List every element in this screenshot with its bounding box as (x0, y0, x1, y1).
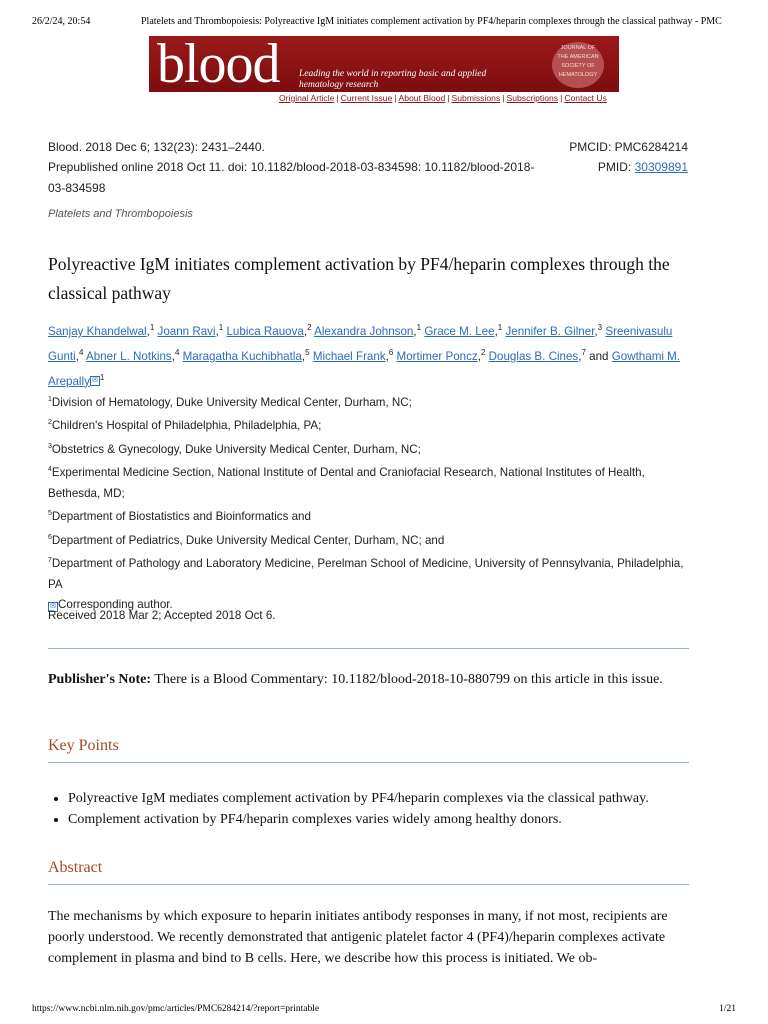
publisher-note-label: Publisher's Note: (48, 672, 152, 687)
affiliation-item: $^3$Obstetrics & Gynecology, Duke University Medical Center, Durham, NC; (48, 442, 421, 456)
pmcid: PMCID: PMC6284214 (569, 140, 688, 154)
author-link[interactable]: Michael Frank (312, 349, 386, 363)
author-list: Sanjay Khandelwal,$^1$ Joann Ravi,$^1$ Lubica Rauova,$^2$ Alexandra Johnson,$^1$ Grace M. Lee,$^1$ Jennifer B. Gilner,$^3$ Sreenivasulu Gunti,$^4$ Abner L. Notkins,$^4$ Maragatha Kuchibhatla,$^5$ Michael Frank,$^6$ Mortimer Poncz,$^2$ Douglas B. Cines,$^7$ and Gowthami M. Arepally ✉ $^1$ (48, 323, 681, 388)
author-link[interactable]: Grace M. Lee (424, 324, 495, 338)
print-header (32, 16, 736, 30)
print-url: https://www.ncbi.nlm.nih.gov/pmc/articles/PMC6284214/?report=printable (32, 1004, 320, 1014)
author-link[interactable]: Maragatha Kuchibhatla (182, 349, 302, 363)
article-category: Platelets and Thrombopoiesis (48, 208, 193, 220)
society-seal-icon: JOURNAL OF THE AMERICAN SOCIETY OF HEMATOLOGY (552, 42, 604, 88)
author-link[interactable]: Sreenivasulu Gunti (48, 324, 673, 363)
affiliation-item: $^1$Division of Hematology, Duke University Medical Center, Durham, NC; (48, 395, 412, 409)
author-link[interactable]: Alexandra Johnson (314, 324, 414, 338)
affiliation-item: $^4$Experimental Medicine Section, National Institute of Dental and Craniofacial Research, National Institutes of Health, Bethesda, MD; (48, 466, 645, 500)
print-page-title: Platelets and Thrombopoiesis: Polyreactive IgM initiates complement activation by PF4/heparin complexes through the classical pathway - PMC (141, 16, 722, 27)
mail-icon[interactable]: ✉ (90, 376, 100, 386)
author-link[interactable]: Mortimer Poncz (396, 349, 478, 363)
affiliations (48, 390, 698, 616)
nav-subscriptions[interactable]: Subscriptions (506, 93, 559, 103)
author-link[interactable]: Jennifer B. Gilner (505, 324, 595, 338)
pmid: PMID: 30309891 (597, 160, 688, 174)
author-link[interactable]: Douglas B. Cines (488, 349, 579, 363)
page-number: 1/21 (719, 1004, 736, 1014)
banner-nav: Original Article | Current Issue | About Blood | Submissions | Subscriptions | Contact Us (279, 93, 619, 107)
nav-current-issue[interactable]: Current Issue (340, 93, 393, 103)
publisher-note (48, 669, 678, 690)
nav-contact-us[interactable]: Contact Us (564, 93, 607, 103)
abstract-heading: Abstract (48, 859, 103, 876)
journal-banner (149, 33, 619, 108)
author-link[interactable]: Joann Ravi (157, 324, 216, 338)
corresponding-note: ✉ Corresponding author. (48, 595, 698, 616)
mail-icon[interactable]: ✉ (48, 602, 58, 612)
divider (48, 648, 689, 649)
key-points-heading: Key Points (48, 737, 119, 754)
prepub-line-2: 03-834598 (48, 181, 106, 195)
article-title: Polyreactive IgM initiates complement activation by PF4/heparin complexes through the classical pathway (48, 254, 670, 303)
banner-tagline: Leading the world in reporting basic and applied hematology research (299, 69, 487, 90)
nav-original-article[interactable]: Original Article (279, 93, 335, 103)
divider (48, 884, 689, 885)
author-link[interactable]: Lubica Rauova (226, 324, 304, 338)
journal-citation: Blood. 2018 Dec 6; 132(23): 2431–2440. (48, 140, 265, 154)
key-point-item: • Complement activation by PF4/heparin complexes varies widely among healthy donors. (68, 809, 718, 830)
blood-logo[interactable]: blood (157, 33, 280, 95)
prepub-line-1: Prepublished online 2018 Oct 11. doi: 10.1182/blood-2018-03-834598: 10.1182/blood-2018- (48, 160, 535, 174)
affiliation-item: $^2$Children's Hospital of Philadelphia, Philadelphia, PA; (48, 419, 322, 433)
received-dates: Received 2018 Mar 2; Accepted 2018 Oct 6. (48, 609, 276, 622)
nav-submissions[interactable]: Submissions (451, 93, 501, 103)
affiliation-item: $^7$Department of Pathology and Laboratory Medicine, Perelman School of Medicine, University of Pennsylvania, Philadelphia, PA (48, 557, 684, 591)
pmid-link[interactable]: 30309891 (634, 160, 688, 174)
author-link[interactable]: Sanjay Khandelwal (48, 324, 147, 338)
nav-about-blood[interactable]: About Blood (398, 93, 446, 103)
affiliation-item: $^6$Department of Pediatrics, Duke University Medical Center, Durham, NC; and (48, 533, 445, 547)
affiliation-item: $^5$Department of Biostatistics and Bioinformatics and (48, 510, 311, 524)
divider (48, 762, 689, 763)
author-link[interactable]: Abner L. Notkins (86, 349, 172, 363)
abstract-text: The mechanisms by which exposure to heparin initiates antibody responses in many, if not most, recipients are poorly understood. We recently demonstrated that antigenic platelet factor 4 (PF4)/heparin complexes activate complement in plasma and bind to B cells. Here, we describe how this process is initiated. We ob- (48, 909, 668, 966)
print-datetime: 26/2/24, 20:54 (32, 16, 91, 27)
author-link-corresponding[interactable]: Gowthami M. Arepally (48, 349, 681, 388)
key-points-list (48, 788, 718, 830)
key-point-item: • Polyreactive IgM mediates complement activation by PF4/heparin complexes via the classical pathway. (68, 788, 718, 809)
publisher-note-text: There is a Blood Commentary: 10.1182/blood-2018-10-880799 on this article in this issue. (154, 672, 663, 687)
